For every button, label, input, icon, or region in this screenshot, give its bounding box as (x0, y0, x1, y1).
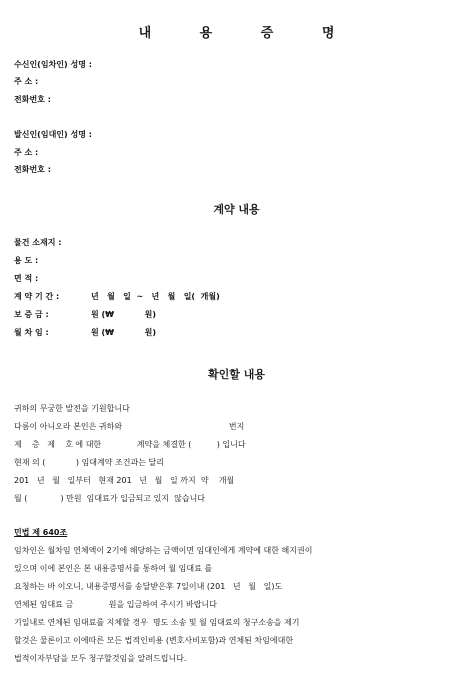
confirm-line: 다름이 아니오라 본인은 귀하와 번지 (14, 422, 245, 431)
contract-row-value: 원 (₩ 원) (91, 310, 157, 319)
contract-row-label: 보 증 금 : (14, 310, 49, 319)
contract-row-deposit (14, 310, 156, 320)
contract-heading: 계약 내용 (213, 203, 260, 216)
law-line: 연체된 임대료 금 원을 입금하여 주시기 바랍니다 (14, 600, 217, 609)
document-title: 내 용 증 명 (138, 26, 357, 41)
contract-row-rent (14, 328, 156, 338)
contract-row-value: 원 (₩ 원) (91, 328, 157, 337)
contract-row-label: 계 약 기 간 : (14, 292, 60, 301)
confirm-line: 201 년 월 일부터 현재 201 년 월 일 까지 약 개월 (14, 476, 235, 485)
confirm-line: 현재 의 ( ) 임대계약 조건과는 달리 (14, 458, 164, 467)
law-line: 임차인은 월차임 연체액이 2기에 해당하는 금액이면 임대인에게 계약에 대한 해지권이 (14, 546, 313, 555)
sender-name-label: 발신인(임대인) 성명 : (14, 130, 92, 139)
law-line: 할것은 물론이고 이에따른 모든 법적인비용 (변호사비포함)과 연체된 차임에대한 (14, 636, 294, 645)
law-heading: 민법 제 640조 (14, 528, 68, 537)
law-line: 기일내로 연체된 임대료를 지체할 경우 명도 소송 및 월 임대료의 청구소송을 제기 (14, 618, 300, 627)
law-line: 요청하는 바 이오니, 내용증명서를 송달받은후 7일이내 (201 년 월 일)도 (14, 582, 283, 591)
contract-row-period (14, 292, 220, 302)
sender-address-label: 주 소 : (14, 148, 39, 157)
contract-row-location (14, 238, 77, 248)
contract-row-label: 월 차 임 : (14, 328, 49, 337)
confirm-line: 제 층 제 호 에 대한 계약을 체결한 ( ) 입니다 (14, 440, 246, 449)
contract-row-usage (14, 256, 77, 266)
confirm-line: 귀하의 무궁한 발전을 기원합니다 (14, 404, 130, 413)
receiver-name-label: 수신인(임차인) 성명 : (14, 60, 92, 69)
contract-row-label: 용 도 : (14, 256, 39, 265)
confirm-line: 월 ( ) 만원 임대료가 입금되고 있지 않습니다 (14, 494, 206, 503)
receiver-phone-label: 전화번호 : (14, 95, 51, 104)
receiver-address-label: 주 소 : (14, 77, 39, 86)
confirm-heading: 확인할 내용 (208, 368, 265, 381)
contract-row-value: 년 월 일 ~ 년 월 일( 개월) (91, 292, 220, 301)
contract-row-area (14, 274, 77, 284)
law-line: 있으며 이에 본인은 본 내용증명서를 통하여 월 임대료 를 (14, 564, 213, 573)
sender-phone-label: 전화번호 : (14, 165, 51, 174)
law-line: 법적이자부담을 모두 청구할것임을 알려드립니다. (14, 654, 187, 663)
contract-row-label: 면 적 : (14, 274, 39, 283)
contract-row-label: 물건 소재지 : (14, 238, 62, 247)
